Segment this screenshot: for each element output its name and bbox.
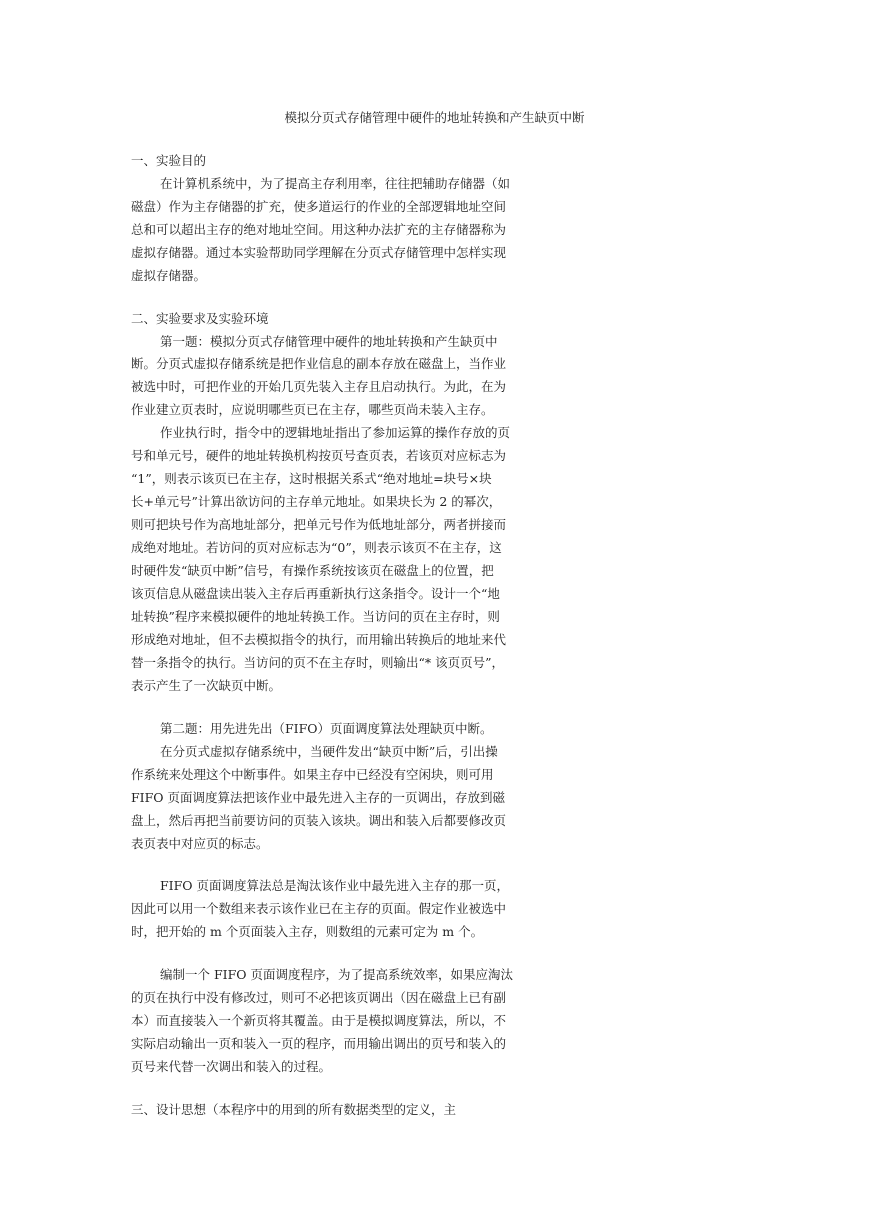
text-line: 一、实验目的 (131, 153, 207, 168)
text-line: 被选中时，可把作业的开始几页先装入主存且启动执行。为此，在为 (131, 379, 507, 394)
text-line: 作系统来处理这个中断事件。如果主存中已经没有空闲块，则可用 (131, 767, 494, 782)
text-line: 本）而直接装入一个新页将其覆盖。由于是模拟调度算法，所以，不 (131, 1013, 507, 1028)
text-line: 成绝对地址。若访问的页对应标志为“0”，则表示该页不在主存，这 (131, 540, 502, 555)
text-line: 实际启动输出一页和装入一页的程序，而用输出调出的页号和装入的 (131, 1036, 507, 1051)
text-line: 二、实验要求及实验环境 (131, 311, 269, 326)
text-line: 号和单元号，硬件的地址转换机构按页号查页表，若该页对应标志为 (131, 448, 507, 463)
text-line: FIFO 页面调度算法把该作业中最先进入主存的一页调出，存放到磁 (131, 790, 506, 805)
text-line: 磁盘）作为主存储器的扩充，使多道运行的作业的全部逻辑地址空间 (131, 199, 507, 214)
text-line: “1”，则表示该页已在主存，这时根据关系式“绝对地址=块号×块 (131, 471, 492, 486)
text-line: 的页在执行中没有修改过，则可不必把该页调出（因在磁盘上已有副 (131, 990, 507, 1005)
text-line: 表示产生了一次缺页中断。 (131, 678, 282, 693)
text-line: 第一题：模拟分页式存储管理中硬件的地址转换和产生缺页中 (160, 334, 498, 349)
text-line: 形成绝对地址，但不去模拟指令的执行，而用输出转换后的地址来代 (131, 632, 507, 647)
text-line: 虚拟存储器。通过本实验帮助同学理解在分页式存储管理中怎样实现 (131, 245, 507, 260)
text-line: 断。分页式虚拟存储系统是把作业信息的副本存放在磁盘上，当作业 (131, 356, 507, 371)
text-line: 替一条指令的执行。当访问的页不在主存时，则输出“* 该页页号”， (131, 655, 505, 670)
text-line: 在分页式虚拟存储系统中，当硬件发出“缺页中断”后，引出操 (160, 744, 498, 759)
text-line: 虚拟存储器。 (131, 268, 207, 283)
text-line: 盘上，然后再把当前要访问的页装入该块。调出和装入后都要修改页 (131, 813, 507, 828)
text-line: 则可把块号作为高地址部分，把单元号作为低地址部分，两者拼接而 (131, 517, 507, 532)
text-line: 时硬件发“缺页中断”信号，有操作系统按该页在磁盘上的位置，把 (131, 563, 494, 578)
text-line: 在计算机系统中，为了提高主存利用率，往往把辅助存储器（如 (160, 176, 511, 191)
text-line: 时，把开始的 m 个页面装入主存，则数组的元素可定为 m 个。 (131, 924, 484, 939)
text-line: 该页信息从磁盘读出装入主存后再重新执行这条指令。设计一个“地 (131, 586, 500, 601)
text-line: 因此可以用一个数组来表示该作业已在主存的页面。假定作业被选中 (131, 901, 507, 916)
text-line: 址转换”程序来模拟硬件的地址转换工作。当访问的页在主存时，则 (131, 609, 500, 624)
document-title: 模拟分页式存储管理中硬件的地址转换和产生缺页中断 (284, 110, 585, 125)
text-line: 第二题：用先进先出（FIFO）页面调度算法处理缺页中断。 (160, 721, 493, 736)
text-line: 作业执行时，指令中的逻辑地址指出了参加运算的操作存放的页 (160, 425, 511, 440)
text-line: 三、设计思想（本程序中的用到的所有数据类型的定义，主 (131, 1102, 457, 1117)
text-line: 作业建立页表时，应说明哪些页已在主存，哪些页尚未装入主存。 (131, 402, 494, 417)
text-line: 表页表中对应页的标志。 (131, 836, 269, 851)
text-line: 总和可以超出主存的绝对地址空间。用这种办法扩充的主存储器称为 (131, 222, 507, 237)
text-line: 长+单元号”计算出欲访问的主存单元地址。如果块长为 2 的幂次， (131, 494, 502, 509)
text-line: FIFO 页面调度算法总是淘汰该作业中最先进入主存的那一页， (160, 878, 510, 893)
text-line: 编制一个 FIFO 页面调度程序，为了提高系统效率，如果应淘汰 (160, 967, 513, 982)
text-line: 页号来代替一次调出和装入的过程。 (131, 1059, 332, 1074)
